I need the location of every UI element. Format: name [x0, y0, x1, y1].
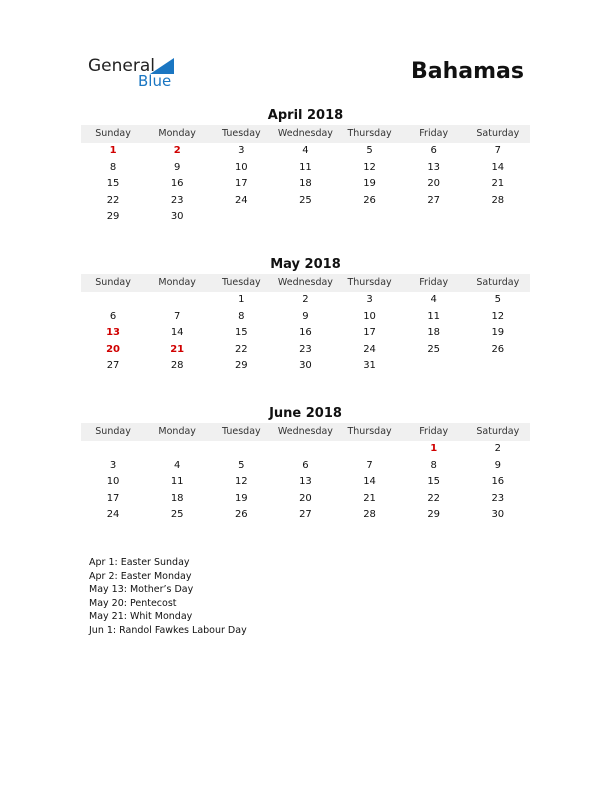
day-cell: 5 [366, 145, 373, 156]
month-calendar [81, 405, 530, 524]
week-row [81, 160, 530, 177]
week-row [81, 176, 530, 193]
weekday-label: Thursday [347, 128, 392, 139]
day-cell: 23 [491, 492, 505, 504]
day-cell [81, 441, 145, 458]
day-cell: 24 [106, 509, 120, 521]
logo-text-general: General [88, 56, 155, 76]
weekday-label: Monday [158, 277, 196, 288]
day-cell: 30 [491, 509, 505, 521]
week-row [81, 358, 530, 375]
day-cell: 9 [302, 310, 309, 322]
weekday-label: Thursday [347, 277, 392, 288]
day-cell: 3 [366, 294, 373, 305]
week-row [81, 491, 530, 508]
weekday-label: Wednesday [277, 128, 333, 139]
day-cell: 20 [299, 492, 312, 504]
day-cell: 2 [494, 443, 501, 454]
day-cell: 12 [363, 161, 376, 173]
day-cell: 25 [299, 194, 312, 206]
day-cell: 24 [363, 343, 376, 355]
day-cell: 21 [363, 492, 376, 504]
weekday-label: Wednesday [277, 426, 333, 437]
weekday-label: Sunday [95, 128, 131, 139]
day-cell: 6 [302, 459, 309, 471]
weekday-label: Friday [419, 128, 449, 139]
month-title: April 2018 [267, 108, 344, 123]
day-cell: 16 [170, 178, 184, 190]
month-title: June 2018 [269, 406, 342, 421]
day-cell: 24 [234, 194, 248, 206]
day-cell: 14 [170, 327, 184, 339]
weekday-label: Sunday [95, 426, 131, 437]
week-row [81, 309, 530, 326]
day-cell: 6 [430, 145, 437, 156]
week-row [81, 209, 530, 226]
day-cell: 28 [363, 509, 376, 521]
day-cell: 17 [363, 327, 376, 339]
day-cell: 9 [174, 161, 181, 173]
day-cell: 26 [234, 509, 248, 521]
day-cell: 1 [430, 443, 438, 454]
day-cell: 23 [170, 194, 184, 206]
day-cell: 8 [430, 459, 437, 471]
day-cell [273, 209, 337, 226]
weekday-label: Monday [158, 128, 196, 139]
day-cell: 4 [174, 459, 181, 471]
day-cell [145, 292, 209, 309]
weekday-header-row [81, 423, 530, 441]
logo-text-blue: Blue [138, 72, 172, 90]
day-cell: 17 [234, 178, 248, 190]
day-cell: 11 [427, 310, 441, 322]
day-cell: 8 [109, 161, 117, 173]
day-cell: 10 [106, 476, 120, 488]
day-cell: 13 [299, 476, 312, 488]
day-cell: 20 [427, 178, 441, 190]
day-cell: 30 [299, 360, 312, 372]
weekday-label: Saturday [476, 426, 520, 437]
holiday-entry: Apr 2: Easter Monday [89, 570, 192, 582]
month-calendar [81, 107, 530, 226]
day-cell: 25 [170, 509, 184, 521]
weekday-label: Thursday [347, 426, 392, 437]
day-cell: 19 [491, 327, 505, 339]
day-cell: 18 [427, 327, 441, 339]
day-cell: 5 [238, 459, 245, 471]
day-cell: 20 [106, 343, 121, 355]
day-cell [81, 292, 145, 309]
week-row [81, 342, 530, 359]
day-cell: 7 [494, 145, 501, 156]
weekday-label: Saturday [476, 277, 520, 288]
day-cell: 19 [234, 492, 248, 504]
day-cell: 9 [494, 459, 501, 471]
day-cell: 15 [234, 327, 248, 339]
day-cell: 7 [366, 459, 373, 471]
weekday-label: Saturday [476, 128, 520, 139]
day-cell: 3 [238, 145, 245, 156]
day-cell: 22 [106, 194, 120, 206]
day-cell: 26 [363, 194, 376, 206]
week-row [81, 458, 530, 475]
weekday-header-row [81, 125, 530, 143]
day-cell: 29 [106, 211, 120, 223]
day-cell [466, 358, 530, 375]
day-cell: 13 [106, 327, 121, 339]
week-row [81, 441, 530, 458]
day-cell: 30 [170, 211, 184, 223]
day-cell: 21 [491, 178, 505, 190]
day-cell: 25 [427, 343, 441, 355]
holiday-entry: Jun 1: Randol Fawkes Labour Day [89, 624, 247, 636]
day-cell: 16 [299, 327, 312, 339]
day-cell: 11 [299, 161, 312, 173]
day-cell [209, 209, 273, 226]
generalblue-logo [88, 56, 188, 92]
day-cell [402, 209, 466, 226]
holiday-list [89, 556, 247, 638]
day-cell: 22 [427, 492, 441, 504]
weekday-label: Wednesday [277, 277, 333, 288]
day-cell: 14 [491, 161, 505, 173]
day-cell [273, 441, 337, 458]
week-row [81, 193, 530, 210]
weekday-label: Tuesday [221, 277, 261, 288]
day-cell [402, 358, 466, 375]
day-cell: 6 [109, 310, 117, 322]
day-cell: 4 [302, 145, 309, 156]
day-cell: 11 [170, 476, 184, 488]
weekday-label: Tuesday [221, 426, 261, 437]
day-cell: 3 [109, 459, 117, 471]
day-cell: 23 [299, 343, 312, 355]
week-row [81, 474, 530, 491]
week-row [81, 507, 530, 524]
weekday-label: Monday [158, 426, 196, 437]
day-cell: 18 [170, 492, 184, 504]
day-cell: 14 [363, 476, 376, 488]
day-cell: 8 [238, 310, 245, 322]
day-cell [209, 441, 273, 458]
day-cell: 27 [106, 360, 120, 372]
holiday-entry: Apr 1: Easter Sunday [89, 557, 190, 568]
day-cell: 12 [234, 476, 248, 488]
day-cell [338, 441, 402, 458]
day-cell: 19 [363, 178, 376, 190]
day-cell: 28 [491, 194, 505, 206]
day-cell: 27 [299, 509, 312, 521]
day-cell: 2 [302, 294, 309, 305]
weekday-label: Sunday [95, 277, 131, 288]
day-cell: 22 [234, 343, 248, 355]
weekday-label: Tuesday [221, 128, 261, 139]
day-cell: 13 [427, 161, 441, 173]
day-cell [338, 209, 402, 226]
day-cell: 7 [174, 310, 181, 322]
holiday-entry: May 13: Mother’s Day [89, 584, 194, 596]
day-cell: 5 [494, 294, 501, 305]
week-row [81, 292, 530, 309]
day-cell: 31 [363, 360, 376, 372]
weekday-label: Friday [419, 277, 449, 288]
weekday-label: Friday [419, 426, 449, 437]
day-cell: 1 [238, 294, 245, 305]
week-row [81, 143, 530, 160]
day-cell: 29 [234, 360, 248, 372]
day-cell: 15 [427, 476, 441, 488]
day-cell: 27 [427, 194, 441, 206]
day-cell: 29 [427, 509, 441, 521]
day-cell: 2 [173, 145, 181, 156]
day-cell: 28 [170, 360, 184, 372]
holiday-entry: May 20: Pentecost [89, 597, 177, 609]
day-cell: 10 [363, 310, 376, 322]
day-cell: 17 [106, 492, 120, 504]
month-calendar [81, 256, 530, 375]
country-title: Bahamas [411, 59, 524, 84]
day-cell: 15 [106, 178, 120, 190]
day-cell: 16 [491, 476, 505, 488]
month-title: May 2018 [270, 257, 341, 272]
day-cell: 18 [299, 178, 312, 190]
holiday-entry: May 21: Whit Monday [89, 611, 193, 623]
week-row [81, 325, 530, 342]
day-cell: 21 [170, 343, 185, 355]
day-cell: 4 [430, 294, 437, 305]
day-cell [466, 209, 530, 226]
day-cell: 10 [234, 161, 248, 173]
weekday-header-row [81, 274, 530, 292]
day-cell [145, 441, 209, 458]
day-cell: 26 [491, 343, 505, 355]
day-cell: 12 [491, 310, 505, 322]
day-cell: 1 [109, 145, 117, 156]
